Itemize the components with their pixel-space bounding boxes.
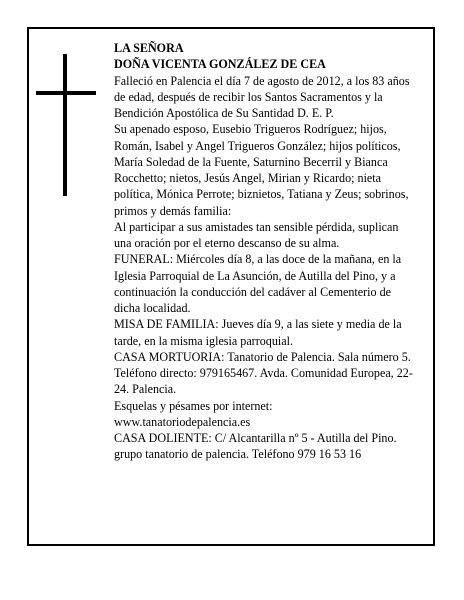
funeral-home-website: www.tanatoriodepalencia.es	[114, 414, 251, 429]
cross-vertical-bar	[63, 54, 67, 196]
notice-text	[114, 40, 414, 463]
family-members: Su apenado esposo, Eusebio Trigueros Rodríguez; hijos, Román, Isabel y Angel Trigueros González; hijos políticos, María Soledad de la Fuente, Saturnino Becerril y Bianca Rocchetto; nietos, Jesús Angel, Mirian y Ricardo; nieta política, Mónica Perrote; biznietos, Tatiana y Zeus; sobrinos, primos y demás familia:	[114, 122, 409, 218]
deceased-name: DOÑA VICENTA GONZÁLEZ DE CEA	[114, 57, 326, 72]
prayer-request: Al participar a sus amistades tan sensible pérdida, suplican una oración por el eterno descanso de su alma.	[114, 219, 399, 250]
latin-cross-icon	[36, 54, 96, 196]
notice-title-line1: LA SEÑORA	[114, 41, 184, 55]
funeral-info: FUNERAL: Miércoles día 8, a las doce de la mañana, en la Iglesia Parroquial de La Asunción, de Autilla del Pino, y a continuación la conducción del cadáver al Cementerio de dicha localidad.	[114, 252, 402, 315]
death-announcement: Falleció en Palencia el día 7 de agosto de 2012, a los 83 años de edad, después de recibir los Santos Sacramentos y la Bendición Apostólica de Su Santidad D. E. P.	[114, 73, 410, 120]
funeral-group-phone: grupo tanatorio de palencia. Teléfono 979 16 53 16	[114, 447, 362, 462]
internet-condolences-label: Esquelas y pésames por internet:	[114, 398, 273, 413]
family-mass-info: MISA DE FAMILIA: Jueves día 9, a las siete y media de la tarde, en la misma iglesia parroquial.	[114, 317, 402, 348]
funeral-home-info: CASA MORTUORIA: Tanatorio de Palencia. Sala número 5. Teléfono directo: 979165467. Avda. Comunidad Europea, 22-24. Palencia.	[114, 349, 413, 397]
cross-horizontal-bar	[36, 91, 96, 95]
mourning-house-info: CASA DOLIENTE: C/ Alcantarilla nº 5 - Autilla del Pino.	[114, 431, 397, 445]
